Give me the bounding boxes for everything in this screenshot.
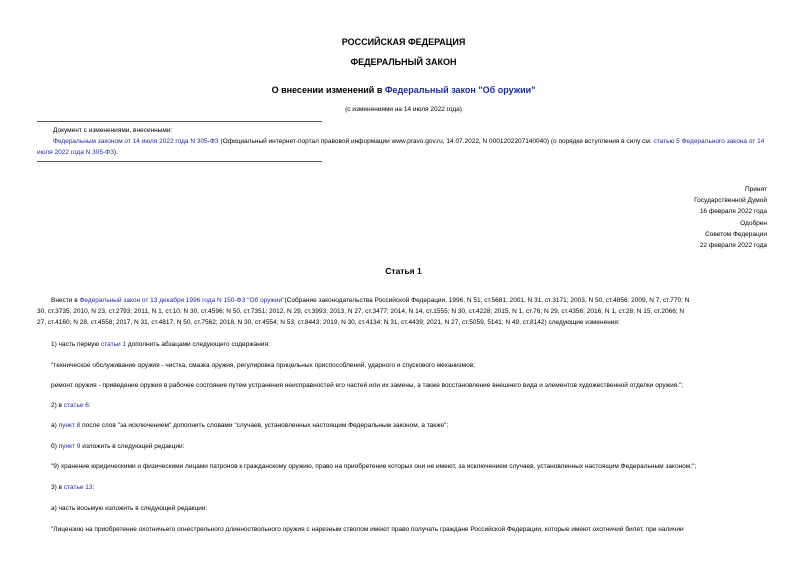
header-country: РОССИЙСКАЯ ФЕДЕРАЦИЯ <box>341 37 466 47</box>
change-note-body <box>37 136 777 158</box>
item-2b-text: изложить в следующей редакции: <box>80 443 185 450</box>
change-note-link-2a[interactable]: статью 5 <box>653 138 680 145</box>
note-top-rule <box>37 121 322 122</box>
point-9-link[interactable]: пункт 9 <box>58 443 81 450</box>
item-1-text: дополнить абзацами следующего содержания: <box>126 341 270 348</box>
item-2 <box>37 400 770 411</box>
intro-line-1 <box>37 295 770 306</box>
adoption-line: Одобрен <box>740 219 767 227</box>
title-law-link[interactable]: Федеральный закон "Об оружии" <box>384 85 536 95</box>
intro-line-3: 27, ст.4160; N 28, ст.4558; 2017, N 31, ст.4817; N 50, ст.7562; 2018, N 30, ст.4554; N 53, ст.8443; 2019, N 30, ст.4134; N 31, ст.4439; 2021, N 27, ст.5059, 5141; N 49, ст.8142) следующие изменения: <box>37 319 620 326</box>
title-prefix: О внесении изменений в <box>271 85 385 95</box>
item-3 <box>37 482 770 493</box>
adoption-block <box>694 184 767 251</box>
item-3-prefix: 3) в <box>51 484 64 491</box>
note-bottom-rule <box>37 161 322 162</box>
change-note-link-2b[interactable]: Федерального закона от 14 июля 2022 года N 305-ФЗ <box>37 138 765 156</box>
change-note-link-1[interactable]: Федеральным законом от 14 июля 2022 года N 305-ФЗ <box>53 138 219 145</box>
item-2a-text: после слов "за исключением" дополнить словами "случаев, установленных настоящим Федеральным законом, а также"; <box>80 422 449 429</box>
adoption-line: 16 февраля 2022 года <box>699 208 767 216</box>
item-3-text: : <box>92 484 95 491</box>
adoption-line: Советом Федерации <box>705 230 767 238</box>
item-2b <box>37 441 770 452</box>
intro-prefix: Внести в <box>51 297 80 304</box>
article-title: Статья 1 <box>385 266 422 276</box>
item-1-prefix: 1) часть первую <box>51 341 101 348</box>
adoption-line: Государственной Думой <box>694 197 767 205</box>
article-1-link[interactable]: статьи 1 <box>101 341 127 348</box>
adoption-line: Принят <box>744 186 767 193</box>
license-paragraph: "Лицензию на приобретение охотничьего огнестрельного длинноствольного оружия с нарезным стволом имеют право получать граждане Российской Федерации, которые имеют охотничий билет, при наличии <box>51 526 684 533</box>
change-note-text-1: (Официальный интернет-портал правовой информации www.pravo.gov.ru, 14.07.2022, N 0001202207140040) (о порядке вступления в силу см. <box>218 138 654 145</box>
change-note-text-2: ). <box>114 149 119 156</box>
intro-law-link[interactable]: Федеральный закон от 13 декабря 1996 года N 150-ФЗ "Об оружии" <box>79 297 285 304</box>
article-6-link[interactable]: статье 6 <box>63 402 89 409</box>
item-1 <box>37 339 770 350</box>
item-2a <box>37 420 770 431</box>
document-title <box>0 85 807 95</box>
definition-repair: ремонт оружия - приведение оружия в рабочее состояние путем устранения неисправностей его частей или их замены, а также восстановление внешнего вида и элементов художественной отделки оружия."; <box>51 382 684 389</box>
item-2-text: : <box>88 402 91 409</box>
header-law-type: ФЕДЕРАЛЬНЫЙ ЗАКОН <box>350 57 457 67</box>
item-2b-prefix: б) <box>51 443 59 450</box>
definition-maintenance: "техническое обслуживание оружия - чистка, смазка оружия, регулировка прицельных приспособлений, ударного и спускового механизмов; <box>51 362 475 369</box>
item-3a: а) часть восьмую изложить в следующей редакции: <box>51 505 208 512</box>
intro-text-1: (Собрание законодательства Российской Федерации, 1996, N 51, ст.5681; 2001, N 31, ст.3171; 2003, N 50, ст.4856; 2009, N 7, ст.770; N <box>284 297 690 304</box>
item-2-prefix: 2) в <box>51 402 64 409</box>
intro-line-2: 30, ст.3735; 2010, N 23, ст.2793; 2011, N 1, ст.10; N 30, ст.4596; N 50, ст.7351; 2012, N 29, ст.3993; 2013, N 27, ст.3477; 2014, N 14, ст.1555; N 30, ст.4228; 2015, N 1, ст.76; N 29, ст.4356; 2016, N 1, ст.28; N 15, ст.2066; N <box>37 308 685 315</box>
change-note-intro: Документ с изменениями, внесенными: <box>53 127 173 134</box>
point-8-link[interactable]: пункт 8 <box>58 422 81 429</box>
change-note <box>37 125 777 158</box>
edition-note: (с изменениями на 14 июля 2022 года) <box>345 106 462 113</box>
article-13-link[interactable]: статье 13 <box>63 484 93 491</box>
item-2a-prefix: а) <box>51 422 59 429</box>
point-9-text: "9) хранение юридическими и физическими лицами патронов к гражданскому оружию, право на приобретение которых они не имеют, за исключением случаев, установленных настоящим Федеральным законом;"; <box>51 463 697 470</box>
adoption-line: 22 февраля 2022 года <box>699 242 767 250</box>
paragraph-intro <box>37 295 770 328</box>
